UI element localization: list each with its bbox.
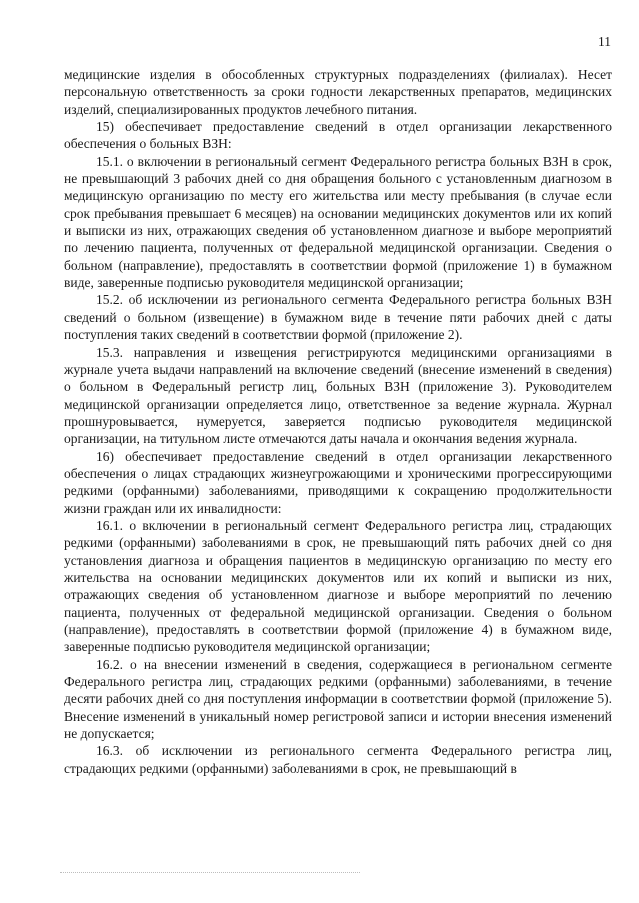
paragraph-item-15: 15) обеспечивает предоставление сведений в отдел организации лекарственного обеспечения о больных ВЗН: [64,119,612,152]
document-body [64,66,612,777]
paragraph-item-15-3: 15.3. направления и извещения регистрируются медицинскими организациями в журнале учета выдачи направлений на включение сведений (внесение изменений в сведения) о больном в Федеральный регистр лиц, больных ВЗН (приложение 3). Руководителем медицинской организации определяется лицо, ответственное за ведение журнала. Журнал прошнуровывается, нумеруется, заверяется подписью руководителя медицинской организации, на титульном листе отмечаются даты начала и окончания ведения журнала. [64,344,612,447]
bottom-scan-line [60,872,360,873]
page-number: 11 [598,34,611,49]
paragraph-item-16-3: 16.3. об исключении из регионального сегмента Федерального регистра лиц, страдающих редкими (орфанными) заболеваниями в срок, не превышающий в [64,743,612,776]
paragraph-item-16-2: 16.2. о на внесении изменений в сведения, содержащиеся в региональном сегменте Федерального регистра лиц, страдающих редкими (орфанными) заболеваниями, в течение десяти рабочих дней со дня поступления информации в соответствии формой (приложение 5). Внесение изменений в уникальный номер регистровой записи и истории внесения изменений не допускается; [64,656,612,742]
paragraph-item-15-2: 15.2. об исключении из регионального сегмента Федерального регистра больных ВЗН сведений о больном (извещение) в бумажном виде в течение пяти рабочих дней с даты поступления таких сведений в соответствии формой (приложение 2). [64,292,612,343]
paragraph-continuation: медицинские изделия в обособленных структурных подразделениях (филиалах). Несет персональную ответственность за сроки годности лекарственных препаратов, медицинских изделий, специализированных продуктов лечебного питания. [64,67,612,117]
paragraph-item-16-1: 16.1. о включении в региональный сегмент Федерального регистра лиц, страдающих редкими (орфанными) заболеваниями в срок, не превышающий пять рабочих дней со дня установления диагноза и обращения пациентов в медицинскую организацию по месту его жительства на основании медицинских документов или их копий и выписки из них, отражающих сведения об установленном диагнозе и выборе мероприятий по лечению пациента, полученных от федеральной медицинской организации. Сведения о больном (направление), предоставлять в соответствии формой (приложение 4) в бумажном виде, заверенные подписью руководителя медицинской организации; [64,517,612,655]
paragraph-item-16: 16) обеспечивает предоставление сведений в отдел организации лекарственного обеспечения о лицах страдающих жизнеугрожающими и хроническими прогрессирующими редкими (орфанными) заболеваниями, приводящими к сокращению продолжительности жизни граждан или их инвалидности: [64,448,612,516]
paragraph-item-15-1: 15.1. о включении в региональный сегмент Федерального регистра больных ВЗН в срок, не превышающий 3 рабочих дней со дня обращения больного с установленным диагнозом в медицинскую организацию по месту его жительства или месту пребывания (в случае если срок пребывания превышает 6 месяцев) на основании медицинских документов или их копий и выписки из них, отражающих сведения об установленном диагнозе и выборе мероприятий по лечению пациента, полученных от федеральной медицинской организации. Сведения о больном (направление), предоставлять в соответствии формой (приложение 1) в бумажном виде, заверенные подписью руководителя медицинской организации; [64,153,612,291]
